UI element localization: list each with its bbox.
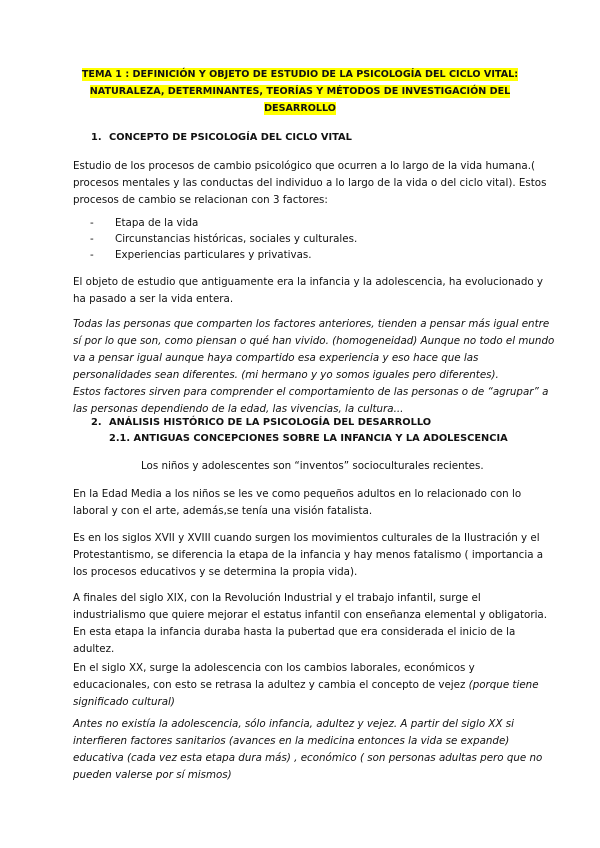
text-line: Estudio de los procesos de cambio psicológico que ocurren a lo largo de la vida humana.( [73, 160, 535, 172]
section-2-paragraph-2 [73, 530, 544, 581]
list-item-text: Etapa de la vida [115, 217, 199, 229]
text-line: ha pasado a ser la vida entera. [73, 293, 234, 305]
list-item [90, 231, 357, 248]
text-line: laboral y con el arte, además,se tenía una visión fatalista. [73, 505, 373, 517]
text-line: va a pensar igual aunque haya compartido esa experiencia y eso hace que las [73, 352, 479, 364]
text-line: Es en los siglos XVII y XVIII cuando surgen los movimientos culturales de la Ilustración y el [73, 532, 540, 544]
bullet-dash: - [90, 249, 94, 261]
title-line-3: DESARROLLO [264, 103, 336, 114]
text-line: A finales del siglo XIX, con la Revolución Industrial y el trabajo infantil, surge el [73, 592, 481, 604]
bullet-dash: - [90, 233, 94, 245]
text-line: sí por lo que son, como piensan o qué han vivido. (homogeneidad) Aunque no todo el mundo [73, 335, 555, 347]
title-line-2: NATURALEZA, DETERMINANTES, TEORÍAS Y MÉTODOS DE INVESTIGACIÓN DEL [89, 86, 511, 97]
text-line: los procesos educativos y se determina la propia vida). [73, 566, 358, 578]
text-line: En la Edad Media a los niños se les ve como pequeños adultos en lo relacionado con lo [73, 488, 522, 500]
list-item [90, 215, 198, 232]
list-item-text: Experiencias particulares y privativas. [115, 249, 312, 261]
text-line: En esta etapa la infancia duraba hasta la pubertad que era considerada el inicio de la [73, 626, 516, 638]
text-line: interfieren factores sanitarios (avances en la medicina entonces la vida se expande) [73, 735, 510, 747]
text-line: pueden valerse por sí mismos) [73, 769, 232, 781]
text-line: Estos factores sirven para comprender el comportamiento de las personas o de “agrupar” a [73, 386, 549, 398]
section-2-subheading: 2.1. ANTIGUAS CONCEPCIONES SOBRE LA INFANCIA Y LA ADOLESCENCIA [109, 433, 508, 444]
text-line: Protestantismo, se diferencia la etapa de la infancia y hay menos fatalismo ( importancia a [73, 549, 544, 561]
section-2-paragraph-1 [73, 486, 533, 520]
text-line: adultez. [73, 643, 115, 655]
section-2-paragraph-5 [73, 716, 543, 784]
text-line: procesos mentales y las conductas del individuo a lo largo de la vida o del ciclo vital). Estos [73, 177, 547, 189]
text-line: El objeto de estudio que antiguamente era la infancia y la adolescencia, ha evolucionado y [73, 276, 544, 288]
section-1-number: 1. [91, 132, 102, 143]
document-title [72, 66, 528, 117]
text-line: En el siglo XX, surge la adolescencia con los cambios laborales, económicos y [73, 662, 475, 674]
section-2-paragraph-4 [73, 660, 539, 711]
bullet-dash: - [90, 217, 94, 229]
text-line-italic: significado cultural) [73, 696, 175, 708]
text-line-italic: (porque tiene [468, 679, 539, 691]
section-2-heading: ANÁLISIS HISTÓRICO DE LA PSICOLOGÍA DEL DESARROLLO [109, 417, 432, 428]
list-item-text: Circunstancias históricas, sociales y culturales. [115, 233, 358, 245]
text-line: procesos de cambio se relacionan con 3 factores: [73, 194, 328, 206]
section-2-centered-sentence: Los niños y adolescentes son “inventos” socioculturales recientes. [141, 460, 484, 472]
text-line: educacionales, con esto se retrasa la adultez y cambia el concepto de vejez [73, 679, 469, 691]
text-line: Todas las personas que comparten los factores anteriores, tienden a pensar más igual entre [73, 318, 550, 330]
section-1-paragraph-1 [73, 158, 547, 209]
section-1-paragraph-3 [73, 316, 555, 418]
text-line: industrialismo que quiere mejorar el estatus infantil con enseñanza elemental y obligatoria. [73, 609, 548, 621]
title-line-1: TEMA 1 : DEFINICIÓN Y OBJETO DE ESTUDIO DE LA PSICOLOGÍA DEL CICLO VITAL: [81, 69, 519, 80]
text-line: educativa (cada vez esta etapa dura más) , económico ( son personas adultas pero que no [73, 752, 543, 764]
text-line: las personas dependiendo de la edad, las vivencias, la cultura... [73, 403, 404, 415]
section-1-heading: CONCEPTO DE PSICOLOGÍA DEL CICLO VITAL [109, 132, 352, 143]
text-line: Antes no existía la adolescencia, sólo infancia, adultez y vejez. A partir del siglo XX si [73, 718, 515, 730]
section-2-number: 2. [91, 417, 102, 428]
section-1-paragraph-2 [73, 274, 544, 308]
text-line: personalidades sean diferentes. (mi hermano y yo somos iguales pero diferentes). [73, 369, 499, 381]
section-2-paragraph-3 [73, 590, 548, 658]
list-item [90, 247, 312, 264]
